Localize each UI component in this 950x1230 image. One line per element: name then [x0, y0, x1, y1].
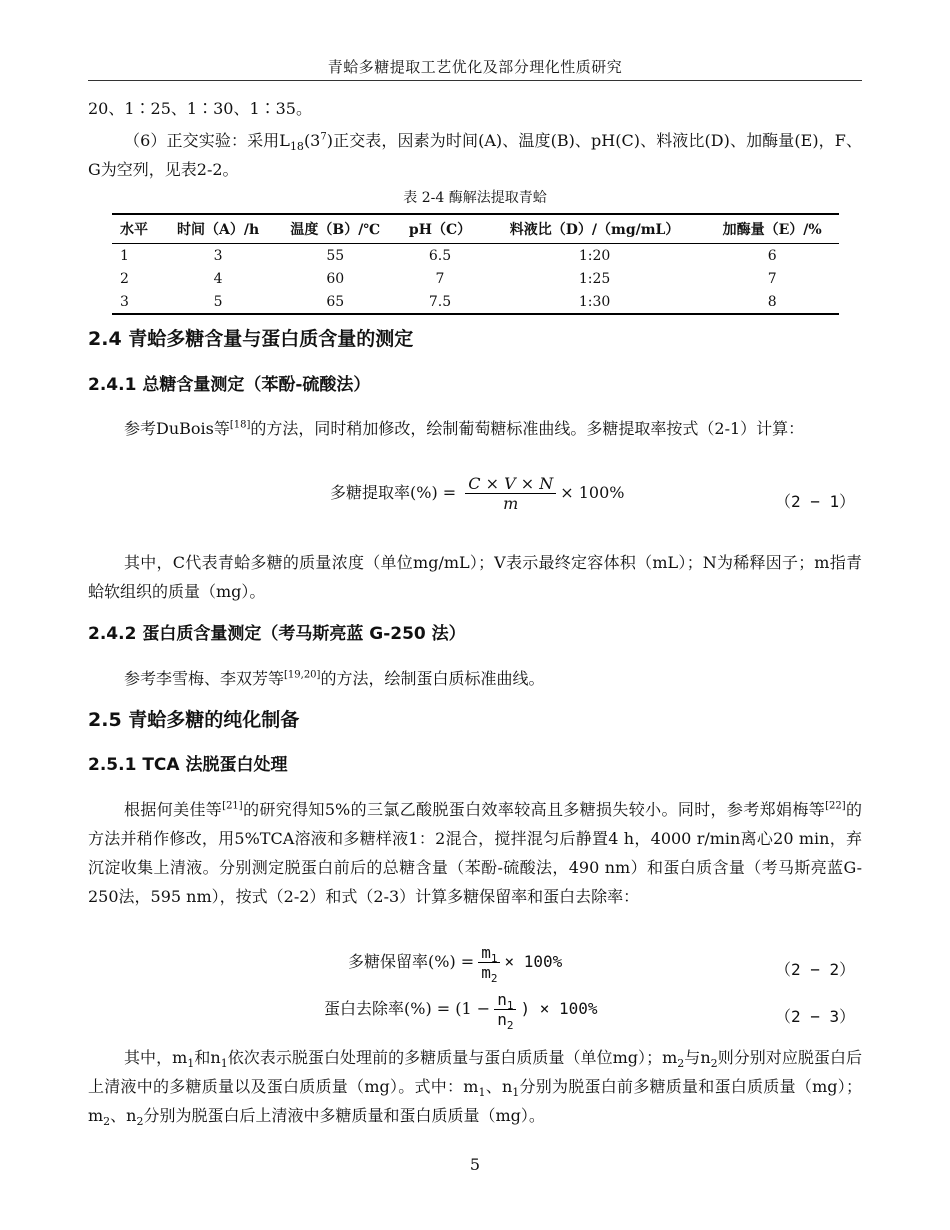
- table-cell: 2: [120, 270, 129, 287]
- table-cell: 1:30: [484, 290, 706, 314]
- table-cell: 3: [213, 247, 223, 264]
- table-header-cell: 温度（B）/℃: [274, 214, 396, 244]
- fraction: $\frac{C \times V \times N}{m}$: [465, 474, 556, 513]
- table-cell: 1: [120, 247, 129, 264]
- equation-label-2-3: （2 − 3）: [775, 1007, 856, 1026]
- table-caption: 表 2-4 酶解法提取青蛤: [403, 190, 547, 206]
- table-row: [112, 244, 839, 268]
- table-cell: 60: [326, 270, 345, 287]
- equation-2-3: 蛋白去除率(%) = (1 − $\frac{n_1}{n_2}$ ) × 100%: [324, 990, 598, 1033]
- table-header-cell: pH（C）: [396, 214, 484, 244]
- section-heading-2-4: 2.4 青蛤多糖含量与蛋白质含量的测定: [88, 328, 414, 350]
- subsection-heading-2-4-2: 2.4.2 蛋白质含量测定（考马斯亮蓝 G-250 法）: [88, 624, 466, 644]
- table-cell: 6.5: [428, 247, 452, 264]
- table-cell: 1:25: [578, 270, 611, 287]
- table-cell: 7.5: [396, 290, 484, 314]
- table-header-cell: 料液比（D）/（mg/mL）: [484, 214, 706, 244]
- table-cell: 8: [705, 290, 839, 314]
- citation-ref: [18]: [229, 419, 251, 431]
- dubois-paragraph: 参考DuBois等[18]的方法，同时稍加修改，绘制葡萄糖标准曲线。多糖提取率按式（2-1）计算：: [124, 419, 805, 438]
- table-cell: 4: [213, 270, 223, 287]
- table-header-row: [112, 214, 839, 244]
- where-paragraph-2-1: 其中，C代表青蛤多糖的质量浓度（单位mg/mL）；V表示最终定容体积（mL）；N为稀释因子；m指青蛤软组织的质量（mg）。: [88, 553, 862, 601]
- table-cell: 7: [767, 270, 777, 287]
- table-cell: 7: [435, 270, 445, 287]
- table-cell: 65: [274, 290, 396, 314]
- section-heading-2-5: 2.5 青蛤多糖的纯化制备: [88, 709, 300, 731]
- equation-2-1: 多糖提取率(%) = $\frac{C \times V \times N}{m}$ × 100%: [330, 474, 625, 513]
- page-number: 5: [469, 1155, 481, 1174]
- protein-method-paragraph: 参考李雪梅、李双芳等[19,20]的方法，绘制蛋白质标准曲线。: [124, 669, 545, 688]
- table-cell: 6: [767, 247, 777, 264]
- table-cell: 5: [162, 290, 274, 314]
- fraction: $\frac{n_1}{n_2}$: [494, 990, 516, 1029]
- orthogonal-paragraph: （6）正交实验：采用$L_{18}(3^7)$正交表，因素为时间(A)、温度(B)、pH(C)、料液比(D)、加酶量(E)，F、G为空列，见表2-2。: [88, 131, 863, 179]
- tca-paragraph: 根据何美佳等[21]的研究得知5%的三氯乙酸脱蛋白效率较高且多糖损失较小。同时，参考郑娟梅等[22]的方法并稍作修改，用5%TCA溶液和多糖样液1：2混合，搅拌混匀后静置4 h，4000 r/min离心20 min，弃沉淀收集上清液。分别测定脱蛋白前后的总糖含量（苯酚-硫酸法，490 nm）和蛋白质含量（考马斯亮蓝G-250法，595 nm），按式（2-2）和式（2-3）计算多糖保留率和蛋白去除率：: [88, 800, 862, 906]
- table-cell: 3: [112, 290, 162, 314]
- table-header-cell: 时间（A）/h: [162, 214, 274, 244]
- table-cell: 1:20: [578, 247, 611, 264]
- table-header-cell: 加酶量（E）/%: [705, 214, 839, 244]
- running-header: 青蛤多糖提取工艺优化及部分理化性质研究: [327, 58, 623, 76]
- equation-label-2-2: （2 − 2）: [775, 960, 856, 979]
- equation-label-2-1: （2 − 1）: [775, 492, 856, 511]
- table-header-cell: 水平: [112, 214, 162, 244]
- continued-line: 20、1∶25、1∶30、1∶35。: [88, 99, 312, 118]
- subsection-heading-2-4-1: 2.4.1 总糖含量测定（苯酚-硫酸法）: [88, 375, 371, 395]
- subsection-heading-2-5-1: 2.5.1 TCA 法脱蛋白处理: [88, 755, 288, 775]
- table-row: [112, 267, 839, 290]
- table-row: [112, 290, 839, 314]
- header-rule: [88, 80, 862, 81]
- equation-2-2: 多糖保留率(%) = $\frac{m_1}{m_2}$ × 100%: [348, 943, 563, 986]
- where-paragraph-2-3: 其中，$m_1$和$n_1$依次表示脱蛋白处理前的多糖质量与蛋白质质量（单位mg）；$m_2$与$n_2$则分别对应脱蛋白后上清液中的多糖质量以及蛋白质质量（mg）。式中：$m_1$、$n_1$分别为脱蛋白前多糖质量和蛋白质质量（mg）；$m_2$、$n_2$分别为脱蛋白后上清液中多糖质量和蛋白质质量（mg）。: [88, 1048, 862, 1129]
- table-cell: 55: [326, 247, 345, 264]
- orthogonal-table: [112, 213, 839, 315]
- citation-ref: [19,20]: [284, 669, 321, 681]
- citation-ref: [22]: [825, 800, 846, 812]
- citation-ref: [21]: [222, 800, 243, 812]
- fraction: $\frac{m_1}{m_2}$: [478, 943, 500, 982]
